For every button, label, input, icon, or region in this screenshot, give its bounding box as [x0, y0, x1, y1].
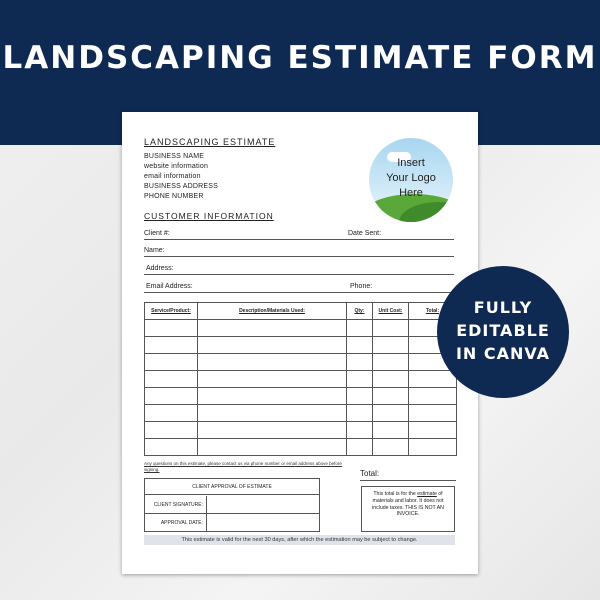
badge-line: IN CANVA — [455, 344, 551, 363]
editable-badge — [437, 266, 569, 398]
column-header: Total: — [409, 303, 457, 320]
table-row — [145, 388, 457, 405]
table-cell[interactable] — [373, 388, 409, 405]
disclaimer-text: This total is for the — [373, 491, 418, 497]
logo-text-line: Insert — [397, 157, 425, 169]
table-cell[interactable] — [145, 388, 198, 405]
client-number-label: Client #: — [144, 230, 170, 237]
badge-line: EDITABLE — [456, 321, 550, 340]
table-cell[interactable] — [198, 388, 347, 405]
address-field[interactable] — [144, 274, 454, 275]
business-website: website information — [144, 163, 209, 170]
table-cell[interactable] — [409, 371, 457, 388]
date-sent-label: Date Sent: — [348, 230, 382, 237]
table-cell[interactable] — [347, 405, 373, 422]
table-cell[interactable] — [145, 337, 198, 354]
column-header: Description/Materials Used: — [198, 303, 347, 320]
table-row — [145, 439, 457, 456]
table-cell[interactable] — [347, 371, 373, 388]
table-cell[interactable] — [198, 422, 347, 439]
form-title: LANDSCAPING ESTIMATE — [144, 137, 276, 147]
client-approval-box — [144, 478, 320, 532]
table-cell[interactable] — [145, 405, 198, 422]
email-phone-field[interactable] — [144, 292, 454, 293]
table-cell[interactable] — [373, 439, 409, 456]
table-row — [145, 422, 457, 439]
disclaimer-text: of materials and labor. It does not include taxes. THIS IS NOT AN INVOICE. — [372, 491, 444, 518]
table-cell[interactable] — [145, 422, 198, 439]
business-phone: PHONE NUMBER — [144, 193, 204, 200]
table-cell[interactable] — [409, 405, 457, 422]
table-row — [145, 354, 457, 371]
table-cell[interactable] — [347, 388, 373, 405]
table-cell[interactable] — [347, 320, 373, 337]
logo-text-line: Your Logo — [386, 172, 436, 184]
email-label: Email Address: — [146, 283, 193, 290]
estimate-form-page — [122, 112, 478, 574]
table-cell[interactable] — [198, 320, 347, 337]
table-cell[interactable] — [409, 388, 457, 405]
table-header-row — [145, 303, 457, 320]
table-row — [145, 371, 457, 388]
table-cell[interactable] — [198, 371, 347, 388]
validity-notice: This estimate is valid for the next 30 days, after which the estimation may be subject to change. — [144, 535, 455, 545]
table-cell[interactable] — [145, 371, 198, 388]
table-cell[interactable] — [409, 439, 457, 456]
table-row — [145, 405, 457, 422]
column-header: Service/Product: — [145, 303, 198, 320]
customer-section-title: CUSTOMER INFORMATION — [144, 211, 274, 221]
logo-text-line: Here — [399, 187, 423, 199]
phone-label: Phone: — [350, 283, 373, 290]
table-cell[interactable] — [373, 422, 409, 439]
name-field[interactable] — [144, 256, 454, 257]
address-label: Address: — [146, 265, 174, 272]
table-cell[interactable] — [347, 354, 373, 371]
table-cell[interactable] — [373, 354, 409, 371]
contact-note: Any questions on this estimate, please contact us via phone number or email address above before signing. — [144, 461, 342, 472]
total-label: Total: — [360, 469, 380, 478]
table-cell[interactable] — [347, 422, 373, 439]
items-table — [144, 302, 457, 456]
banner-title: LANDSCAPING ESTIMATE FORM — [2, 40, 598, 76]
table-row — [145, 320, 457, 337]
table-cell[interactable] — [373, 371, 409, 388]
table-cell[interactable] — [373, 320, 409, 337]
table-body — [145, 320, 457, 456]
approval-date-label: APPROVAL DATE: — [145, 514, 207, 532]
logo-text — [369, 156, 453, 201]
table-cell[interactable] — [198, 337, 347, 354]
approval-header: CLIENT APPROVAL OF ESTIMATE — [145, 479, 319, 495]
estimate-disclaimer — [361, 486, 455, 532]
table-cell[interactable] — [409, 422, 457, 439]
business-name: BUSINESS NAME — [144, 153, 205, 160]
table-cell[interactable] — [198, 405, 347, 422]
business-email: email information — [144, 173, 201, 180]
column-header: Unit Cost: — [373, 303, 409, 320]
table-row — [145, 337, 457, 354]
business-address: BUSINESS ADDRESS — [144, 183, 218, 190]
total-field[interactable] — [360, 480, 456, 481]
approval-date-row[interactable] — [145, 514, 319, 532]
table-cell[interactable] — [373, 337, 409, 354]
table-cell[interactable] — [347, 439, 373, 456]
table-cell[interactable] — [145, 354, 198, 371]
table-cell[interactable] — [145, 439, 198, 456]
client-date-field[interactable] — [144, 239, 454, 240]
disclaimer-emphasis: estimate — [417, 491, 437, 497]
signature-row[interactable] — [145, 496, 319, 514]
table-cell[interactable] — [198, 354, 347, 371]
name-label: Name: — [144, 247, 165, 254]
table-cell[interactable] — [347, 337, 373, 354]
table-cell[interactable] — [145, 320, 198, 337]
column-header: Qty: — [347, 303, 373, 320]
table-cell[interactable] — [198, 439, 347, 456]
signature-label: CLIENT SIGNATURE: — [145, 496, 207, 514]
table-cell[interactable] — [373, 405, 409, 422]
badge-line: FULLY — [473, 298, 533, 317]
logo-placeholder[interactable] — [369, 138, 453, 222]
